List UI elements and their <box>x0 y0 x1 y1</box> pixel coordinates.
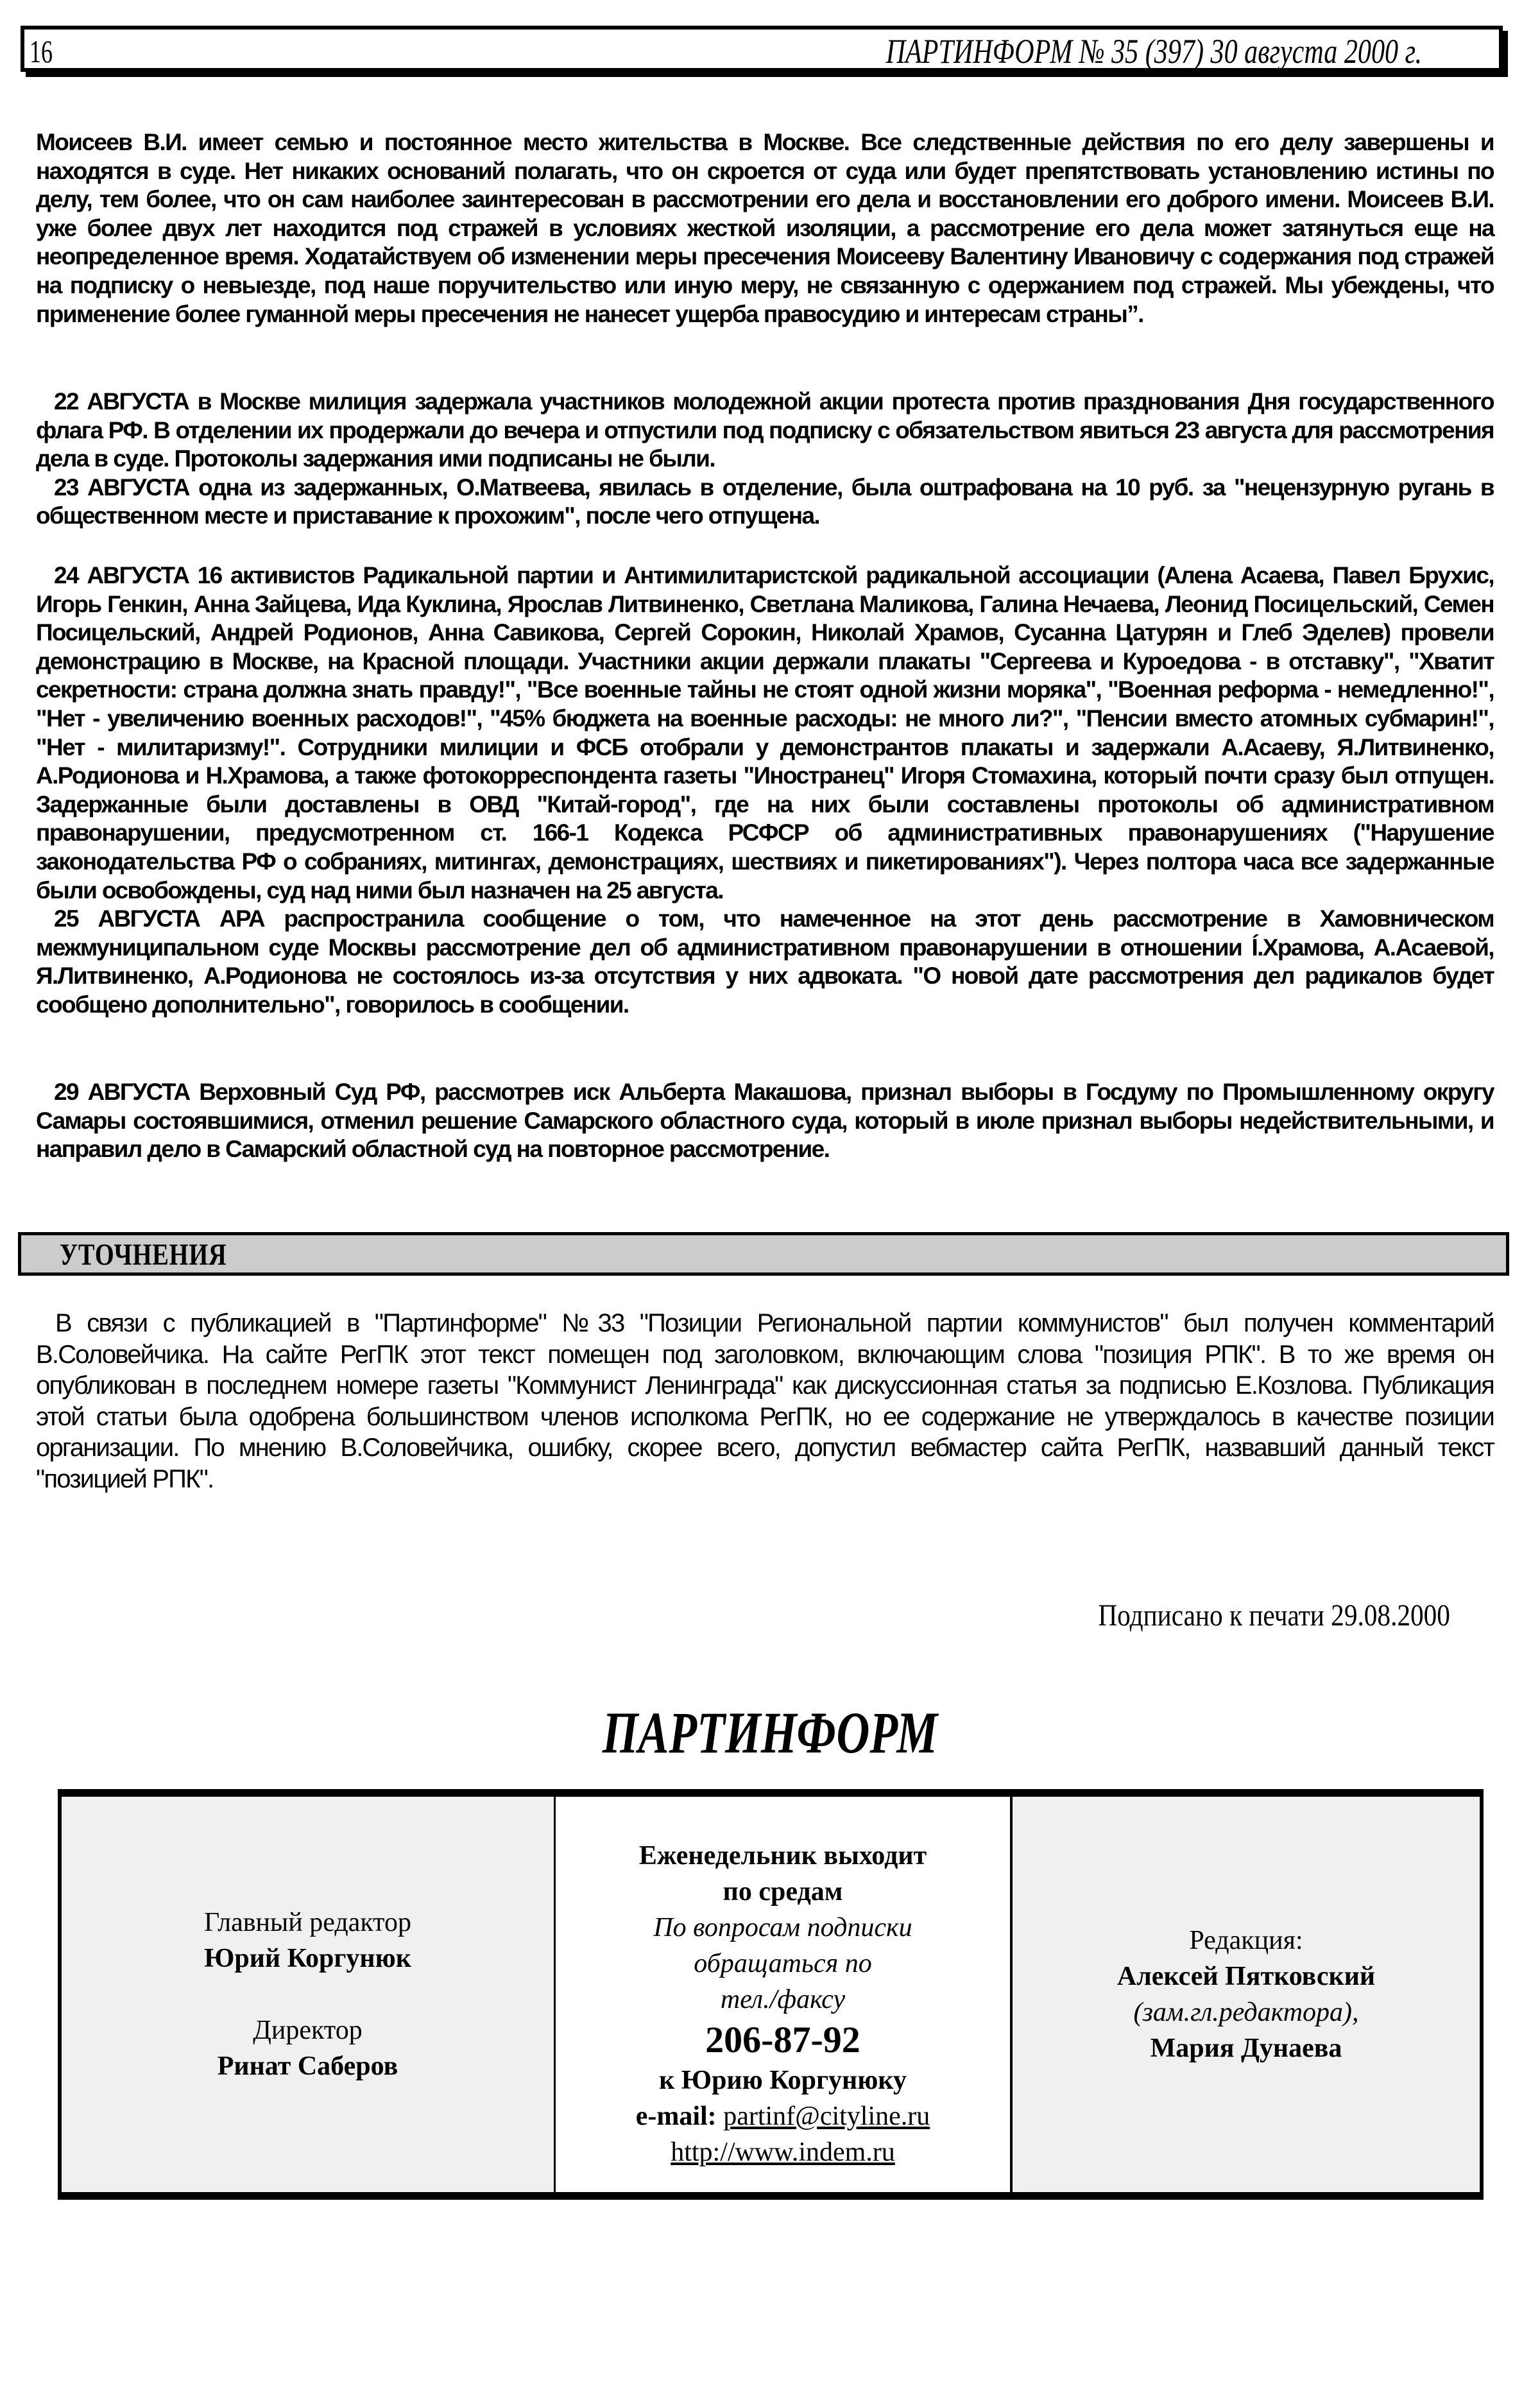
editor-name: Мария Дунаева <box>1150 2034 1342 2063</box>
news-item-aug29: 29 АВГУСТА Верховный Суд РФ, рассмотрев иск Альберта Макашова, признал выборы в Госдуму по Промышленному округу Самары состоявшимися, отменил решение Самарского областного суда, который в июле признал выборы недействительными, и направил дело в Самарский областной суд на повторное рассмотрение. <box>36 1079 1494 1163</box>
imprint-left-cell <box>62 1797 556 2192</box>
article-aug-29 <box>36 1078 1494 1164</box>
deputy-editor-name: Алексей Пятковский <box>1116 1962 1376 1991</box>
website-link[interactable]: http://www.indem.ru <box>671 2138 895 2167</box>
email-label: e-mail: <box>635 2102 717 2131</box>
section-title: УТОЧНЕНИЯ <box>60 1238 227 1272</box>
email-row <box>636 2098 930 2134</box>
imprint-right-cell <box>1013 1797 1480 2192</box>
weekly-schedule-line1: Еженедельник выходит <box>638 1841 927 1871</box>
masthead-title: ПАРТИНФОРМ <box>602 1700 938 1765</box>
phone-number: 206-87-92 <box>705 2019 860 2061</box>
signed-to-print: Подписано к печати 29.08.2000 <box>1098 1598 1450 1632</box>
news-item-aug22: 22 АВГУСТА в Москве милиция задержала участников молодежной акции протеста против празднования Дня государственного флага РФ. В отделении их продержали до вечера и отпустили под подписку с обязательством явиться 23 августа для рассмотрения дела в суде. Протоколы задержания ими подписаны не были. <box>36 388 1494 472</box>
imprint-center-cell <box>556 1797 1013 2192</box>
chief-editor-name: Юрий Коргунюк <box>204 1944 411 1973</box>
contact-person: к Юрию Коргунюку <box>659 2066 907 2095</box>
editorial-label: Редакция: <box>1189 1926 1303 1955</box>
section-header-clarifications <box>18 1232 1509 1276</box>
subscription-line1: По вопросам подписки <box>653 1913 912 1942</box>
chief-editor-label: Главный редактор <box>204 1908 411 1937</box>
clarification-body <box>36 1308 1494 1495</box>
clarification-paragraph: В связи с публикацией в "Партинформе" №33 "Позиции Региональной партии коммунистов" был получен комментарий В.Соловейчика. На сайте РегПК этот текст помещен под заголовком, включающим слова "позиция РПК". В то же время он опубликован в последнем номере газеты "Коммунист Ленинграда" как дискуссионная статья за подписью Е.Козлова. Публикация этой статьи была одобрена большинством членов исполкома РегПК, но ее содержание не утверждалось в качестве позиции организации. По мнению В.Соловейчика, ошибку, скорее всего, допустил вебмастер сайта РегПК, назвавший данный текст "позицией РПК". <box>36 1309 1494 1493</box>
subscription-line3: тел./факсу <box>720 1985 846 2014</box>
article-aug-22-23 <box>36 388 1494 531</box>
moiseev-paragraph: Моисеев В.И. имеет семью и постоянное место жительства в Москве. Все следственные действия по его делу завершены и находятся в суде. Нет никаких оснований полагать, что он скроется от суда или будет препятствовать установлению истины по делу, тем более, что он сам наиболее заинтересован в рассмотрении его дела и восстановлении его доброго имени. Моисеев В.И. уже более двух лет находится под стражей в условиях жесткой изоляции, а рассмотрение его дела может затянуться еще на неопределенное время. Ходатайствуем об изменении меры пресечения Моисееву Валентину Ивановичу с содержания под стражей на подписку о невыезде, под наше поручительство или иную меру, не связанную с одержанием под стражей. Мы убеждены, что применение более гуманной меры пресечения не нанесет ущерба правосудию и интересам страны”. <box>36 129 1494 327</box>
deputy-editor-role: (зам.гл.редактора), <box>1133 1998 1359 2027</box>
news-item-aug25: 25 АВГУСТА АРА распространила сообщение о том, что намеченное на этот день рассмотрение в Хамовническом межмуниципальном суде Москвы рассмотрение дел об административном правонарушении в отношении Í.Храмова, А.Асаевой, Я.Литвиненко, А.Родионова не состоялось из-за отсутствия у них адвоката. "О новой дате рассмотрения дел радикалов будет сообщено дополнительно", говорилось в сообщении. <box>36 905 1494 1018</box>
news-item-aug23: 23 АВГУСТА одна из задержанных, О.Матвеева, явилась в отделение, была оштрафована на 10 руб. за "нецензурную ругань в общественном месте и приставание к прохожим", после чего отпущена. <box>36 474 1494 529</box>
masthead <box>0 1701 1540 1765</box>
email-link[interactable]: partinf@cityline.ru <box>723 2102 930 2131</box>
news-item-aug24: 24 АВГУСТА 16 активистов Радикальной партии и Антимилитаристской радикальной ассоциации (Алена Асаева, Павел Брухис, Игорь Генкин, Анна Зайцева, Ида Куклина, Ярослав Литвиненко, Светлана Маликова, Галина Нечаева, Леонид Посицельский, Семен Посицельский, Андрей Родионов, Анна Савикова, Сергей Сорокин, Николай Храмов, Сусанна Цатурян и Глеб Эделев) провели демонстрацию в Москве, на Красной площади. Участники акции держали плакаты "Сергеева и Куроедова - в отставку", "Хватит секретности: страна должна знать правду!", "Все военные тайны не стоят одной жизни моряка", "Военная реформа - немедленно!", "Нет - увеличению военных расходов!", "45% бюджета на военные расходы: не много ли?", "Пенсии вместо атомных субмарин!", "Нет - милитаризму!". Сотрудники милиции и ФСБ отобрали у демонстрантов плакаты и задержали А.Асаеву, Я.Литвиненко, А.Родионова и Н.Храмова, а также фотокорреспондента газеты "Иностранец" Игоря Стомахина, который почти сразу был отпущен. Задержанные были доставлены в ОВД "Китай-город", где на них были составлены протоколы об административном правонарушении, предусмотренном ст. 166-1 Кодекса РСФСР об административных правонарушениях ("Нарушение законодательства РФ о собраниях, митингах, демонстрациях, шествиях и пикетированиях"). Через полтора часа все задержанные были освобождены, суд над ними был назначен на 25 августа. <box>36 562 1494 904</box>
issue-title: ПАРТИНФОРМ № 35 (397) 30 августа 2000 г. <box>886 32 1422 71</box>
page-header <box>21 26 1503 72</box>
article-moiseev <box>36 128 1494 329</box>
page-number: 16 <box>30 33 53 69</box>
subscription-line2: обращаться по <box>694 1949 872 1978</box>
weekly-schedule-line2: по средам <box>723 1877 843 1906</box>
director-label: Директор <box>253 2016 363 2045</box>
article-aug-24-25 <box>36 561 1494 1020</box>
imprint-table <box>58 1789 1484 2200</box>
director-name: Ринат Саберов <box>217 2052 398 2081</box>
